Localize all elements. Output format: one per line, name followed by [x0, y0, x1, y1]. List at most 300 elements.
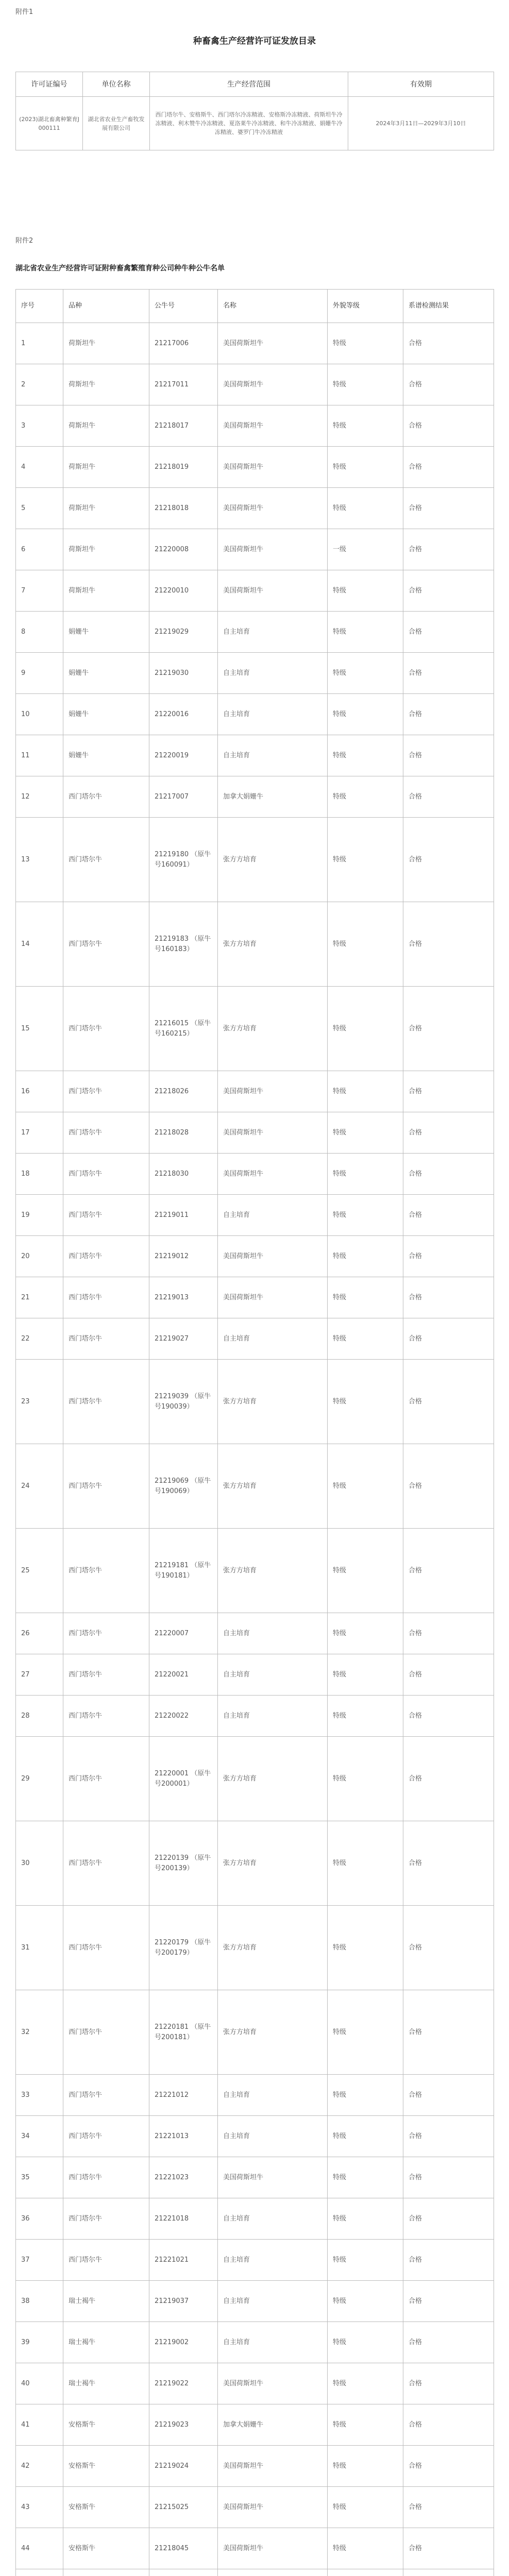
row-breed: 荷斯坦牛: [63, 488, 149, 529]
row-name: 自主培育: [218, 1613, 328, 1654]
row-name: 美国荷斯坦牛: [218, 405, 328, 447]
row-result: 合格: [403, 2075, 494, 2116]
row-result: 合格: [403, 2116, 494, 2157]
row-grade: 特级: [328, 2404, 403, 2446]
row-result: 合格: [403, 1112, 494, 1154]
header-name: 名称: [218, 290, 328, 323]
row-grade: 特级: [328, 1444, 403, 1529]
row-bull-no: 21219023: [149, 2404, 218, 2446]
row-grade: 特级: [328, 488, 403, 529]
row-bull-no: 21219011: [149, 1195, 218, 1236]
row-grade: 特级: [328, 1737, 403, 1821]
row-name: [218, 2569, 328, 2576]
row-grade: 特级: [328, 1112, 403, 1154]
license-directory-title: 种畜禽生产经营许可证发放目录: [193, 36, 316, 46]
row-breed: 荷斯坦牛: [63, 405, 149, 447]
row-result: 合格: [403, 1360, 494, 1444]
row-seq: 14: [16, 902, 63, 987]
row-grade: 特级: [328, 612, 403, 653]
row-result: 合格: [403, 529, 494, 570]
row-seq: 19: [16, 1195, 63, 1236]
header-company: 单位名称: [83, 72, 150, 97]
production-scope: 西门塔尔牛、安格斯牛、西门塔尔冷冻精液、安格斯冷冻精液、荷斯坦牛冷冻精液、利木赞牛冷冻精液、夏洛莱牛冷冻精液、和牛冷冻精液、娟姗牛冷冻精液、婆罗门牛冷冻精液: [150, 97, 348, 150]
attachment-2-label: 附件2: [15, 237, 33, 245]
row-seq: 1: [16, 323, 63, 364]
table-row: [16, 1154, 494, 1195]
row-bull-no: 21216015 （原牛号160215）: [149, 987, 218, 1071]
row-result: 合格: [403, 2487, 494, 2528]
table-row: [16, 776, 494, 818]
row-grade: 特级: [328, 1277, 403, 1318]
row-breed: 瑞士褐牛: [63, 2363, 149, 2404]
row-name: 张方方培育: [218, 1906, 328, 1990]
row-seq: 5: [16, 488, 63, 529]
row-name: 美国荷斯坦牛: [218, 1071, 328, 1112]
row-name: 美国荷斯坦牛: [218, 488, 328, 529]
row-breed: 荷斯坦牛: [63, 570, 149, 612]
header-grade: 外貌等级: [328, 290, 403, 323]
table-row: [16, 2322, 494, 2363]
row-name: 张方方培育: [218, 987, 328, 1071]
row-seq: 26: [16, 1613, 63, 1654]
row-seq: 24: [16, 1444, 63, 1529]
row-grade: 特级: [328, 447, 403, 488]
row-result: 合格: [403, 570, 494, 612]
row-grade: 特级: [328, 323, 403, 364]
row-bull-no: [149, 2569, 218, 2576]
row-name: 美国荷斯坦牛: [218, 2528, 328, 2569]
row-bull-no: 21218028: [149, 1112, 218, 1154]
row-grade: 特级: [328, 653, 403, 694]
row-name: 美国荷斯坦牛: [218, 1154, 328, 1195]
row-grade: 特级: [328, 2487, 403, 2528]
row-grade: 特级: [328, 902, 403, 987]
row-name: 加拿大娟姗牛: [218, 2404, 328, 2446]
row-seq: 17: [16, 1112, 63, 1154]
row-result: 合格: [403, 1236, 494, 1277]
row-grade: 特级: [328, 1654, 403, 1696]
row-breed: 娟姗牛: [63, 653, 149, 694]
row-grade: 特级: [328, 694, 403, 735]
row-breed: 娟姗牛: [63, 694, 149, 735]
row-bull-no: 21220179 （原牛号200179）: [149, 1906, 218, 1990]
row-name: 张方方培育: [218, 1444, 328, 1529]
row-result: 合格: [403, 1071, 494, 1112]
row-name: 自主培育: [218, 612, 328, 653]
row-name: 美国荷斯坦牛: [218, 2487, 328, 2528]
row-result: 合格: [403, 987, 494, 1071]
attachment-1-label: 附件1: [15, 8, 33, 16]
row-result: 合格: [403, 776, 494, 818]
row-seq: 21: [16, 1277, 63, 1318]
row-result: 合格: [403, 364, 494, 405]
row-result: 合格: [403, 612, 494, 653]
row-bull-no: 21220181 （原牛号200181）: [149, 1990, 218, 2075]
row-breed: 西门塔尔牛: [63, 2198, 149, 2240]
table-row: [16, 1112, 494, 1154]
row-result: 合格: [403, 2157, 494, 2198]
row-seq: 36: [16, 2198, 63, 2240]
header-validity: 有效期: [348, 72, 494, 97]
row-breed: 西门塔尔牛: [63, 1195, 149, 1236]
row-bull-no: 21219039 （原牛号190039）: [149, 1360, 218, 1444]
table-row: [16, 570, 494, 612]
table-row: [16, 2281, 494, 2322]
row-bull-no: 21219037: [149, 2281, 218, 2322]
row-name: 自主培育: [218, 653, 328, 694]
row-result: 合格: [403, 818, 494, 902]
table-row: [16, 1654, 494, 1696]
row-grade: 特级: [328, 1236, 403, 1277]
row-result: 合格: [403, 2281, 494, 2322]
row-result: 合格: [403, 1821, 494, 1906]
row-grade: 特级: [328, 2363, 403, 2404]
row-bull-no: 21219069 （原牛号190069）: [149, 1444, 218, 1529]
row-bull-no: 21219012: [149, 1236, 218, 1277]
row-seq: 18: [16, 1154, 63, 1195]
row-name: 张方方培育: [218, 818, 328, 902]
row-bull-no: 21218045: [149, 2528, 218, 2569]
row-breed: 西门塔尔牛: [63, 1071, 149, 1112]
row-name: 自主培育: [218, 2281, 328, 2322]
row-name: 张方方培育: [218, 1360, 328, 1444]
row-seq: 39: [16, 2322, 63, 2363]
row-name: 美国荷斯坦牛: [218, 323, 328, 364]
row-bull-no: 21218030: [149, 1154, 218, 1195]
row-result: 合格: [403, 2528, 494, 2569]
row-name: 自主培育: [218, 2322, 328, 2363]
table-row: [16, 1990, 494, 2075]
row-seq: 33: [16, 2075, 63, 2116]
row-grade: 特级: [328, 1613, 403, 1654]
row-breed: 西门塔尔牛: [63, 818, 149, 902]
header-bull-no: 公牛号: [149, 290, 218, 323]
row-seq: 27: [16, 1654, 63, 1696]
row-result: 合格: [403, 2322, 494, 2363]
row-bull-no: 21221013: [149, 2116, 218, 2157]
row-breed: 娟姗牛: [63, 612, 149, 653]
table-row: [16, 488, 494, 529]
row-result: 合格: [403, 653, 494, 694]
row-bull-no: 21219013: [149, 1277, 218, 1318]
row-seq: 43: [16, 2487, 63, 2528]
row-seq: 42: [16, 2446, 63, 2487]
row-name: 自主培育: [218, 2116, 328, 2157]
row-name: 张方方培育: [218, 1990, 328, 2075]
row-grade: 特级: [328, 818, 403, 902]
row-bull-no: 21218026: [149, 1071, 218, 1112]
table-row: [16, 2446, 494, 2487]
table-row: [16, 1821, 494, 1906]
row-breed: 荷斯坦牛: [63, 529, 149, 570]
table-row: [16, 1737, 494, 1821]
row-breed: 西门塔尔牛: [63, 1360, 149, 1444]
row-breed: 西门塔尔牛: [63, 1277, 149, 1318]
row-seq: 16: [16, 1071, 63, 1112]
row-bull-no: 21218017: [149, 405, 218, 447]
row-bull-no: 21219181 （原牛号190181）: [149, 1529, 218, 1613]
row-result: 合格: [403, 1154, 494, 1195]
row-seq: 35: [16, 2157, 63, 2198]
table-row: [16, 529, 494, 570]
row-bull-no: 21221021: [149, 2240, 218, 2281]
row-bull-no: 21220016: [149, 694, 218, 735]
table-row: [16, 1195, 494, 1236]
row-seq: 44: [16, 2528, 63, 2569]
table-row: [16, 902, 494, 987]
row-grade: 特级: [328, 2322, 403, 2363]
header-license-no: 许可证编号: [16, 72, 83, 97]
row-bull-no: 21218019: [149, 447, 218, 488]
row-result: 合格: [403, 323, 494, 364]
row-grade: 特级: [328, 1071, 403, 1112]
bull-list-title: 湖北省农业生产经营许可证附种畜禽繁殖育种公司种牛种公牛名单: [15, 264, 225, 273]
row-bull-no: 21220010: [149, 570, 218, 612]
row-breed: 西门塔尔牛: [63, 1154, 149, 1195]
row-breed: 西门塔尔牛: [63, 776, 149, 818]
row-grade: 特级: [328, 1195, 403, 1236]
row-bull-no: 21221023: [149, 2157, 218, 2198]
row-breed: 西门塔尔牛: [63, 1613, 149, 1654]
row-grade: 特级: [328, 1990, 403, 2075]
row-result: 合格: [403, 694, 494, 735]
row-seq: 7: [16, 570, 63, 612]
row-name: 张方方培育: [218, 1821, 328, 1906]
row-seq: 9: [16, 653, 63, 694]
row-grade: 特级: [328, 2075, 403, 2116]
table-row: [16, 818, 494, 902]
table-row: [16, 1613, 494, 1654]
row-seq: 20: [16, 1236, 63, 1277]
row-result: 合格: [403, 405, 494, 447]
row-grade: 特级: [328, 2198, 403, 2240]
license-table-header: [16, 72, 494, 97]
row-breed: 西门塔尔牛: [63, 2116, 149, 2157]
row-grade: 一级: [328, 529, 403, 570]
row-breed: 西门塔尔牛: [63, 1529, 149, 1613]
row-name: 美国荷斯坦牛: [218, 2446, 328, 2487]
row-seq: 25: [16, 1529, 63, 1613]
row-result: 合格: [403, 2363, 494, 2404]
row-seq: 41: [16, 2404, 63, 2446]
row-breed: 西门塔尔牛: [63, 1236, 149, 1277]
row-breed: 西门塔尔牛: [63, 1821, 149, 1906]
row-bull-no: 21217006: [149, 323, 218, 364]
license-table-row: [16, 97, 494, 150]
bull-table-body: [16, 323, 494, 2576]
table-row: [16, 2116, 494, 2157]
company-name: 湖北省农业生产畜牧发展有限公司: [83, 97, 150, 150]
row-bull-no: 21219024: [149, 2446, 218, 2487]
row-breed: 安格斯牛: [63, 2404, 149, 2446]
row-grade: 特级: [328, 2528, 403, 2569]
row-bull-no: 21217007: [149, 776, 218, 818]
row-seq: 15: [16, 987, 63, 1071]
row-seq: 38: [16, 2281, 63, 2322]
row-result: 合格: [403, 1195, 494, 1236]
row-result: 合格: [403, 2404, 494, 2446]
row-breed: 西门塔尔牛: [63, 1654, 149, 1696]
row-result: 合格: [403, 1613, 494, 1654]
row-name: 美国荷斯坦牛: [218, 1236, 328, 1277]
row-breed: 西门塔尔牛: [63, 902, 149, 987]
license-table: [15, 72, 494, 150]
row-seq: 22: [16, 1318, 63, 1360]
row-breed: 西门塔尔牛: [63, 1444, 149, 1529]
table-row: [16, 1071, 494, 1112]
row-grade: 特级: [328, 364, 403, 405]
row-seq: 4: [16, 447, 63, 488]
row-grade: 特级: [328, 1360, 403, 1444]
table-row: [16, 2487, 494, 2528]
row-name: 美国荷斯坦牛: [218, 570, 328, 612]
row-name: 美国荷斯坦牛: [218, 1277, 328, 1318]
license-no: (2023)湖北畜禽种繁育J000111: [16, 97, 83, 150]
row-seq: 12: [16, 776, 63, 818]
table-row: [16, 1318, 494, 1360]
row-bull-no: 21220021: [149, 1654, 218, 1696]
row-bull-no: 21219180 （原牛号160091）: [149, 818, 218, 902]
row-breed: 西门塔尔牛: [63, 1990, 149, 2075]
row-seq: 30: [16, 1821, 63, 1906]
row-result: 合格: [403, 1654, 494, 1696]
row-result: 合格: [403, 1529, 494, 1613]
row-breed: 娟姗牛: [63, 735, 149, 776]
row-name: 自主培育: [218, 1696, 328, 1737]
row-seq: 8: [16, 612, 63, 653]
table-row: [16, 2198, 494, 2240]
row-seq: 32: [16, 1990, 63, 2075]
row-seq: 10: [16, 694, 63, 735]
row-seq: 11: [16, 735, 63, 776]
row-result: 合格: [403, 902, 494, 987]
row-seq: 2: [16, 364, 63, 405]
table-row: [16, 1360, 494, 1444]
row-seq: 37: [16, 2240, 63, 2281]
row-bull-no: 21215025: [149, 2487, 218, 2528]
row-seq: 29: [16, 1737, 63, 1821]
row-seq: 13: [16, 818, 63, 902]
row-result: 合格: [403, 1906, 494, 1990]
row-bull-no: 21219022: [149, 2363, 218, 2404]
row-grade: 特级: [328, 1154, 403, 1195]
row-result: 合格: [403, 2446, 494, 2487]
row-name: 自主培育: [218, 1654, 328, 1696]
row-grade: 特级: [328, 570, 403, 612]
row-breed: 西门塔尔牛: [63, 2157, 149, 2198]
row-grade: 特级: [328, 2116, 403, 2157]
table-row: [16, 2075, 494, 2116]
row-seq: 23: [16, 1360, 63, 1444]
header-scope: 生产经营范围: [150, 72, 348, 97]
row-seq: 40: [16, 2363, 63, 2404]
row-name: 自主培育: [218, 2240, 328, 2281]
row-bull-no: 21220139 （原牛号200139）: [149, 1821, 218, 1906]
row-result: 合格: [403, 1318, 494, 1360]
table-row: [16, 2363, 494, 2404]
table-row: [16, 612, 494, 653]
row-name: 自主培育: [218, 2198, 328, 2240]
row-bull-no: 21220001 （原牛号200001）: [149, 1737, 218, 1821]
row-seq: 31: [16, 1906, 63, 1990]
row-result: 合格: [403, 1737, 494, 1821]
table-row: [16, 1529, 494, 1613]
row-breed: 瑞士褐牛: [63, 2281, 149, 2322]
row-breed: 西门塔尔牛: [63, 1737, 149, 1821]
row-grade: 特级: [328, 987, 403, 1071]
row-result: 合格: [403, 1277, 494, 1318]
row-grade: 特级: [328, 2446, 403, 2487]
row-breed: 瑞士褐牛: [63, 2322, 149, 2363]
row-grade: 特级: [328, 405, 403, 447]
row-name: 美国荷斯坦牛: [218, 529, 328, 570]
row-name: 美国荷斯坦牛: [218, 2363, 328, 2404]
row-breed: 西门塔尔牛: [63, 1318, 149, 1360]
row-breed: 西门塔尔牛: [63, 1112, 149, 1154]
table-row: [16, 1696, 494, 1737]
header-seq: 序号: [16, 290, 63, 323]
row-bull-no: 21219183 （原牛号160183）: [149, 902, 218, 987]
row-grade: 特级: [328, 2240, 403, 2281]
row-grade: 特级: [328, 1696, 403, 1737]
row-seq: 34: [16, 2116, 63, 2157]
row-bull-no: 21221018: [149, 2198, 218, 2240]
row-result: 合格: [403, 488, 494, 529]
table-row: [16, 447, 494, 488]
table-row: [16, 2569, 494, 2576]
row-name: 美国荷斯坦牛: [218, 364, 328, 405]
row-result: 合格: [403, 1696, 494, 1737]
row-name: 自主培育: [218, 1195, 328, 1236]
row-seq: 6: [16, 529, 63, 570]
row-name: 加拿大娟姗牛: [218, 776, 328, 818]
row-grade: 特级: [328, 1821, 403, 1906]
table-row: [16, 653, 494, 694]
row-breed: 西门塔尔牛: [63, 987, 149, 1071]
table-row: [16, 987, 494, 1071]
row-bull-no: 21220008: [149, 529, 218, 570]
table-row: [16, 735, 494, 776]
table-row: [16, 1906, 494, 1990]
row-name: 张方方培育: [218, 1529, 328, 1613]
row-breed: 西门塔尔牛: [63, 2240, 149, 2281]
row-name: 自主培育: [218, 694, 328, 735]
row-grade: 特级: [328, 1529, 403, 1613]
row-breed: 西门塔尔牛: [63, 2075, 149, 2116]
row-breed: 安格斯牛: [63, 2528, 149, 2569]
validity-period: 2024年3月11日—2029年3月10日: [348, 97, 494, 150]
row-breed: 安格斯牛: [63, 2446, 149, 2487]
row-breed: 西门塔尔牛: [63, 1696, 149, 1737]
bull-table-header: [16, 290, 494, 323]
row-grade: 特级: [328, 1906, 403, 1990]
row-name: 张方方培育: [218, 902, 328, 987]
row-grade: 特级: [328, 2281, 403, 2322]
table-row: [16, 2404, 494, 2446]
row-name: 美国荷斯坦牛: [218, 1112, 328, 1154]
row-bull-no: 21220022: [149, 1696, 218, 1737]
row-bull-no: 21220019: [149, 735, 218, 776]
row-breed: 安格斯牛: [63, 2487, 149, 2528]
table-row: [16, 405, 494, 447]
row-breed: [63, 2569, 149, 2576]
row-breed: 荷斯坦牛: [63, 447, 149, 488]
row-grade: 特级: [328, 2157, 403, 2198]
row-bull-no: 21219027: [149, 1318, 218, 1360]
row-name: 自主培育: [218, 2075, 328, 2116]
table-row: [16, 694, 494, 735]
header-result: 系谱检测结果: [403, 290, 494, 323]
